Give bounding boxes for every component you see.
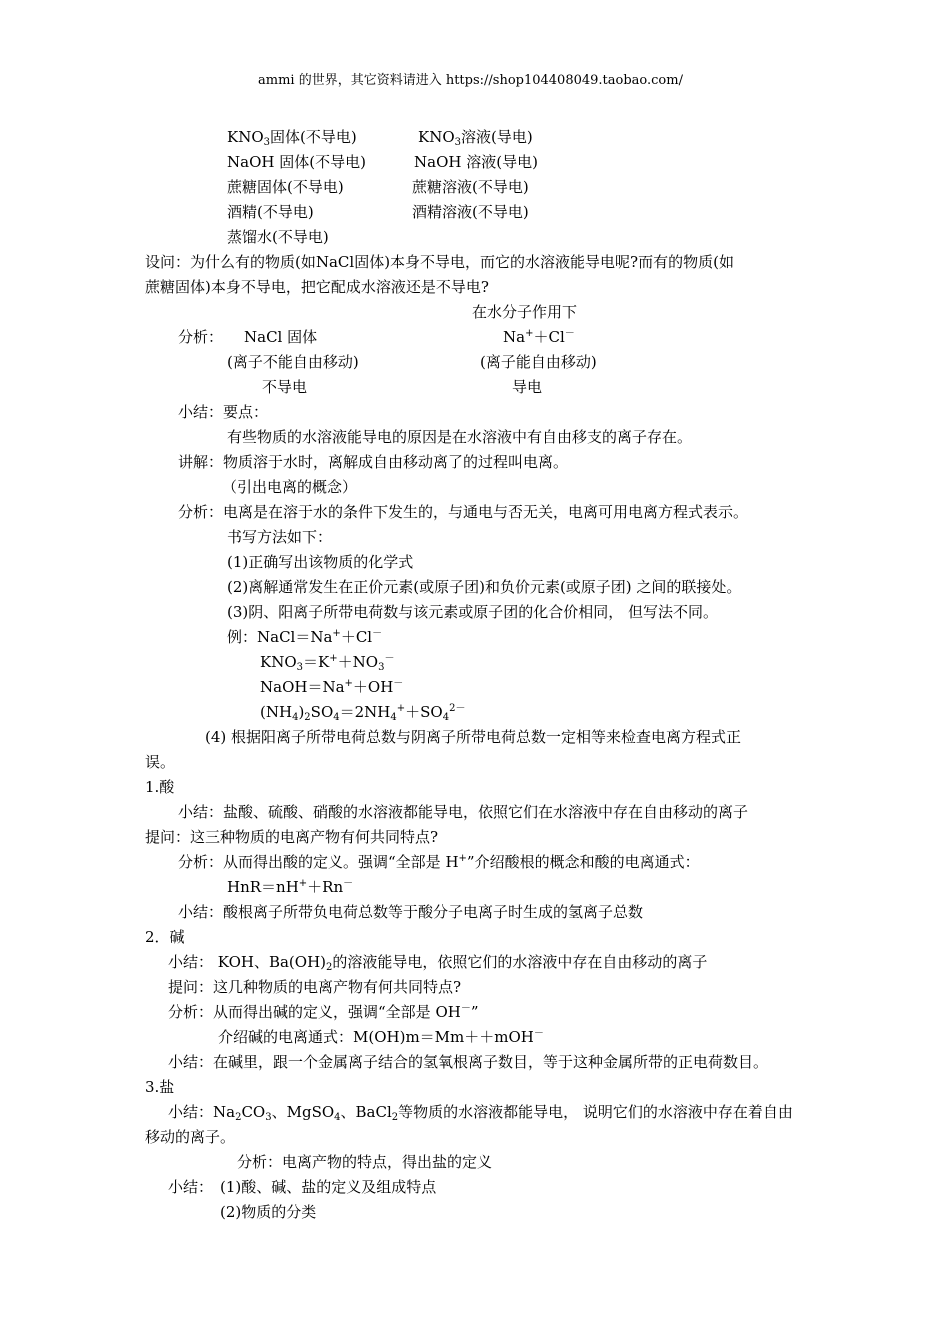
lecture-text: 讲解：物质溶于水时，离解成自由移动离了的过程叫电离。	[178, 453, 569, 471]
right-note: (离子能自由移动)	[480, 353, 597, 371]
analysis-label: 分析：	[178, 328, 224, 346]
left-result: 不导电	[262, 378, 308, 396]
base-summary-2: 小结：在碱里，跟一个金属离子结合的氢氧根离子数目，等于这种金属所带的正电荷数目。	[168, 1053, 769, 1071]
equation-kno3: $KNO_3=K^++NO_3^-$	[260, 653, 395, 673]
sugar-solution: 蔗糖溶液(不导电)	[412, 178, 529, 196]
acid-heading: 1.酸	[145, 778, 175, 796]
kno3-solid: $KNO_3$固体(不导电)	[227, 128, 357, 148]
summary-text: 有些物质的水溶液能导电的原因是在水溶液中有自由移支的离子存在。	[227, 428, 693, 446]
left-note: (离子不能自由移动)	[227, 353, 359, 371]
equation-nacl: 例：NaCl＝Na+＋Cl－	[227, 628, 383, 646]
salt-analysis: 分析：电离产物的特点，得出盐的定义	[237, 1153, 493, 1171]
nacl-solid: NaCl 固体	[244, 328, 318, 346]
base-summary: 小结： KOH、$Ba(OH)_2$的溶液能导电，依照它们的水溶液中存在自由移动的离子	[168, 953, 708, 973]
step-1: (1)正确写出该物质的化学式	[227, 553, 414, 571]
final-summary-label: 小结：	[168, 1178, 214, 1196]
salt-summary: 小结：$Na_2CO_3$、MgSO$_4$、BaCl$_2$等物质的水溶液都能导电， 说明它们的水溶液中存在着自由	[168, 1103, 793, 1123]
sugar-solid: 蔗糖固体(不导电)	[227, 178, 344, 196]
final-summary-2: (2)物质的分类	[220, 1203, 317, 1221]
step-3: (3)阴、阳离子所带电荷数与该元素或原子团的化合价相同， 但写法不同。	[227, 603, 719, 621]
naoh-solid: NaOH 固体(不导电)	[227, 153, 366, 171]
salt-heading: 3.盐	[145, 1078, 175, 1096]
question-line-2: 蔗糖固体)本身不导电，把它配成水溶液还是不导电?	[145, 278, 489, 296]
step-4-line-2: 误。	[145, 753, 176, 771]
summary-label: 小结：要点：	[178, 403, 269, 421]
acid-summary: 小结：盐酸、硫酸、硝酸的水溶液都能导电，依照它们在水溶液中存在自由移动的离子	[178, 803, 749, 821]
question-line-1: 设问：为什么有的物质(如NaCl固体)本身不导电，而它的水溶液能导电呢?而有的物质(如	[145, 253, 734, 271]
page-header: ammi 的世界，其它资料请进入 https://shop104408049.taobao.com/	[258, 73, 683, 88]
base-analysis: 分析：从而得出碱的定义，强调“全部是 OH－”	[168, 1003, 479, 1021]
final-summary-1: (1)酸、碱、盐的定义及组成特点	[220, 1178, 437, 1196]
alcohol-solution: 酒精溶液(不导电)	[412, 203, 529, 221]
naoh-solution: NaOH 溶液(导电)	[414, 153, 538, 171]
step-4-line-1: (4) 根据阳离子所带电荷总数与阴离子所带电荷总数一定相等来检查电离方程式正	[205, 728, 742, 746]
acid-analysis: 分析：从而得出酸的定义。强调“全部是 H+”介绍酸根的概念和酸的电离通式：	[178, 853, 700, 871]
acid-summary-2: 小结：酸根离子所带负电荷总数等于酸分子电离子时生成的氢离子总数	[178, 903, 644, 921]
base-formula: 介绍碱的电离通式：M(OH)m＝Mm＋＋mOH－	[218, 1028, 544, 1046]
right-result: 导电	[512, 378, 543, 396]
acid-formula: HnR＝nH+＋Rn－	[227, 878, 354, 896]
alcohol: 酒精(不导电)	[227, 203, 314, 221]
analysis2-text: 分析：电离是在溶于水的条件下发生的，与通电与否无关，电离可用电离方程式表示。	[178, 503, 749, 521]
base-heading: 2．碱	[145, 928, 185, 946]
equation-naoh: NaOH＝Na+＋OH－	[260, 678, 404, 696]
kno3-solution: $KNO_3$溶液(导电)	[418, 128, 533, 148]
salt-summary-line-2: 移动的离子。	[145, 1128, 236, 1146]
equation-nh4-2so4: $(NH_4)_2SO_4=2NH_4^++SO_4^{2-}$	[260, 703, 466, 723]
lecture-note: （引出电离的概念）	[222, 478, 358, 496]
condition-label: 在水分子作用下	[472, 303, 578, 321]
ions-product: Na+＋Cl－	[503, 328, 575, 346]
base-question: 提问：这几种物质的电离产物有何共同特点?	[168, 978, 462, 996]
distilled-water: 蒸馏水(不导电)	[227, 228, 329, 246]
step-2: (2)离解通常发生在正价元素(或原子团)和负价元素(或原子团) 之间的联接处。	[227, 578, 742, 596]
method-label: 书写方法如下：	[227, 528, 333, 546]
acid-question: 提问：这三种物质的电离产物有何共同特点?	[145, 828, 439, 846]
